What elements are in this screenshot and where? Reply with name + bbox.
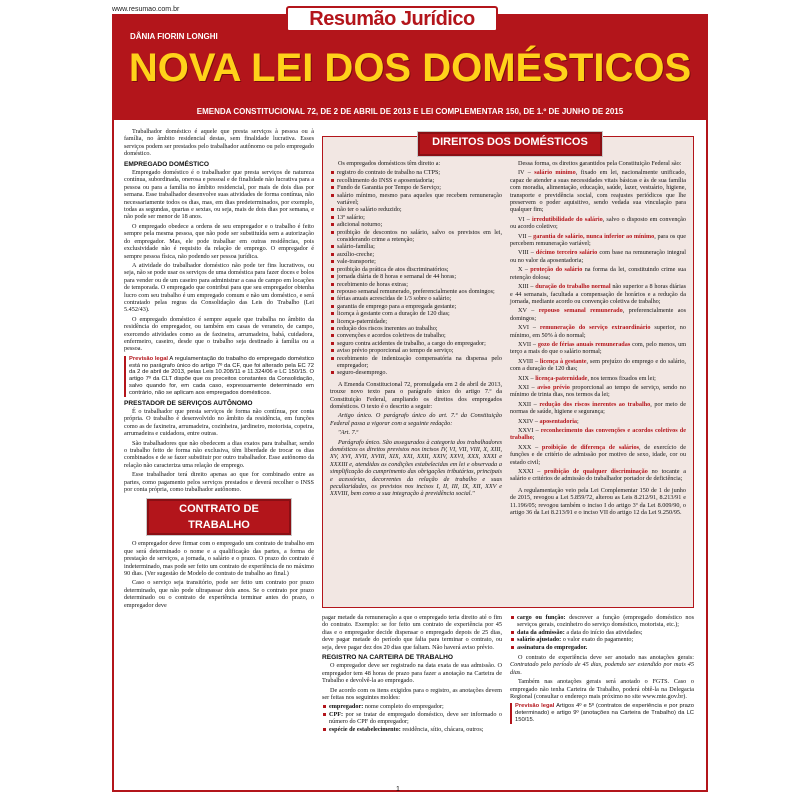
paragraph: A atividade do trabalhador doméstico não pode ter fins lucrativos, ou seja, não se pode usar os serviços de uma doméstica para fazer doces e bolos para vender ou de um caseiro para administrar a casa de campo em locações de temporada. O empregado que contribui para que seu empregador obtenha lucro com seu trabalho é um empregado comum e não um doméstico, e será contratado pelas regras da Consolidação das Leis do Trabalho (Lei 5.452/43).	[124, 261, 314, 314]
constitution-item: VII – garantia de salário, nunca inferior ao mínimo, para os que percebem remuneração variável;	[510, 232, 686, 248]
paragraph: O contrato de experiência deve ser anotado nas anotações gerais: Contratado pelo período de 45 dias, podendo ser estendido por mais 45 dias.	[510, 654, 694, 676]
constitution-item: IV – salário mínimo, fixado em lei, nacionalmente unificado, capaz de atender a suas necessidades vitais básicas e às de sua família com moradia, alimentação, educação, saúde, lazer, vestuário, higiene, transporte e previdência social, com reajustes periódicos que lhe preservem o poder aquisitivo, sendo vedada sua vinculação para qualquer fim;	[510, 169, 687, 214]
registry-list-item: cargo ou função: descrever a função (empregado doméstico nos serviços gerais, cozinheiro do serviço doméstico, motorista, etc.);	[510, 614, 694, 629]
constitution-item: XXI – aviso prévio proporcional ao tempo de serviço, sendo no mínimo de trinta dias, nos termos da lei;	[510, 383, 686, 399]
paragraph: Caso o serviço seja transitório, pode ser feito um contrato por prazo determinado, que não pode ultrapassar dois anos. Se o contrato por prazo determinado ou o contrato de experiência terminar antes do prazo, o empregador deve	[124, 579, 314, 609]
rights-list-item: garantia de emprego para a empregada gestante;	[330, 303, 502, 310]
registry-list-continued	[510, 614, 694, 651]
registry-list-item: empregador: nome completo do empregador;	[322, 703, 502, 710]
brand-logo: Resumão Jurídico	[286, 6, 498, 32]
paragraph: São trabalhadores que não obedecem a dias exatos para trabalhar, sendo o trabalho feito de forma não exclusiva, têm liberdade de trocar os dias combinados e de se fazer substituir por outro trabalhador. Esse autônomo da relação não caracteriza uma relação de emprego.	[124, 439, 314, 469]
rights-list-item: salário mínimo, mesmo para aqueles que recebem remuneração variável;	[330, 192, 502, 207]
registry-list-item: data da admissão: a data do início das atividades;	[510, 629, 694, 636]
rights-list-item: Fundo de Garantia por Tempo de Serviço;	[330, 184, 502, 191]
constitution-item: XV – repouso semanal remunerado, preferencialmente aos domingos;	[510, 307, 687, 322]
rights-list-item: adicional noturno;	[330, 221, 502, 228]
registry-list-item: salário ajustado: o valor exato do pagamento;	[510, 636, 694, 643]
rights-column-right	[510, 160, 686, 518]
constitution-item: X – proteção do salário na forma da lei, constituindo crime sua retenção dolosa;	[510, 266, 686, 281]
constitution-item: VIII – décimo terceiro salário com base na remuneração integral ou no valor da aposentadoria;	[510, 249, 686, 264]
rights-list-item: salário-família;	[330, 243, 502, 250]
rights-list	[330, 169, 502, 376]
rights-list-item: repouso semanal remunerado, preferencialmente aos domingos;	[330, 288, 502, 295]
page-number: 1	[396, 786, 400, 793]
registry-list-item: espécie de estabelecimento: residência, sítio, chácara, outros;	[322, 726, 502, 733]
paragraph: Dessa forma, os direitos garantidos pela Constituição Federal são:	[518, 160, 682, 167]
constitution-item: XXVI – reconhecimento das convenções e acordos coletivos de trabalho;	[510, 427, 686, 442]
paragraph: A Emenda Constitucional 72, promulgada em 2 de abril de 2013, trouxe novo texto para o parágrafo único do artigo 7.º da Constituição Federal, ampliando os direitos dos empregados domésticos. O texto é o descrito a seguir:	[330, 380, 502, 410]
site-url: www.resumao.com.br	[112, 6, 180, 13]
rights-list-item: seguro contra acidentes de trabalho, a cargo do empregador;	[330, 340, 502, 347]
rights-list-item: seguro-desemprego.	[330, 369, 502, 376]
registry-list-item: CPF: por se tratar de empregado doméstico, deve ser informado o número do CPF do empregador;	[322, 711, 502, 726]
rights-list-item: não ter o salário reduzido;	[330, 206, 502, 213]
paragraph: Artigo único. O parágrafo único do art. 7.º da Constituição Federal passa a vigorar com a seguinte redação:	[330, 412, 502, 427]
constitution-items	[510, 169, 686, 482]
constitution-item: XVI – remuneração do serviço extraordinário superior, no mínimo, em 50% à do normal;	[510, 324, 686, 339]
author-name: DÂNIA FIORIN LONGHI	[130, 32, 218, 41]
section-heading: REGISTRO NA CARTEIRA DE TRABALHO	[322, 654, 454, 662]
rights-list-item: aviso prévio proporcional ao tempo de serviço;	[330, 347, 502, 354]
constitution-item: XXXI – proibição de qualquer discriminação no tocante a salário e critérios de admissão do trabalhador portador de deficiência;	[510, 468, 686, 483]
constitution-item: XVII – gozo de férias anuais remuneradas com, pelo menos, um terço a mais do que o salário normal;	[510, 340, 687, 356]
paragraph: pagar metade da remuneração a que o empregado teria direito até o fim do contrato. Exemplo: se for feito um contrato de experiência por 45 dias e o empregador decide dispensar o empregado depois de 25 dias, deve pagar metade do período que falta para terminar o contrato, ou seja, deve pagar dez dos 20 dias que faltam. Não haverá aviso prévio.	[322, 614, 502, 651]
rights-list-item: vale-transporte;	[330, 258, 502, 265]
constitution-item: XIX – licença-paternidade, nos termos fixados em lei;	[518, 374, 656, 382]
rights-list-item: recebimento de indenização compensatória na dispensa pelo empregador;	[330, 355, 502, 370]
rights-list-item: recolhimento do INSS e aposentadoria;	[330, 177, 502, 184]
paragraph: O empregado obedece a ordens de seu empregador e o trabalho é feito sempre pela mesma pessoa, que não pode ser substituída sem a autorização do empregador. Mas, ele pode trabalhar em outras residências, pois exclusividade não é requisito da relação de emprego. O empregador é sempre pessoa física, não podendo ser pessoa jurídica.	[124, 222, 314, 260]
page-title: NOVA LEI DOS DOMÉSTICOS	[128, 46, 692, 90]
legal-note	[510, 703, 694, 723]
registry-list	[322, 703, 502, 733]
legal-note	[124, 356, 314, 397]
constitution-item: XVIII – licença à gestante, sem prejuízo do emprego e do salário, com a duração de 120 dias;	[510, 357, 686, 373]
paragraph: O empregador deve firmar com o empregado um contrato de trabalho em que será determinado o nome e a qualificação das partes, a forma de prestação de serviços, a jornada, o salário e o prazo. O prazo do contrato é indeterminado, mas pode ser feito um contrato de experiência de no máximo 90 dias. (Ver sugestão de Modelo de contrato de trabalho ao final.)	[124, 540, 314, 578]
rights-list-item: licença-paternidade;	[330, 318, 502, 325]
section-heading: EMPREGADO DOMÉSTICO	[124, 160, 209, 168]
paragraph: Parágrafo único. São assegurados à categoria dos trabalhadores domésticos os direitos previstos nos incisos IV, VI, VII, VIII, X, XIII, XV, XVI, XVII, XVIII, XIX, XXI, XXII, XXIV, XXVI, XXX, XXXI e XXXIII e, atendidas as condições estabelecidas em lei e observada a simplificação do cumprimento das obrigações tributárias, principais e acessórias, decorrentes da relação de trabalho e suas peculiaridades, os previstos nos incisos I, II, III, IX, XII, XXV e XXVIII, bem como a sua integração à previdência social."	[330, 438, 502, 498]
column-middle	[322, 614, 502, 733]
paragraph: Esse trabalhador terá direito apenas ao que for combinado entre as partes, como pagamento pelos serviços prestados e deverá recolher o INSS por conta própria, como trabalhador autônomo.	[124, 471, 314, 494]
rights-title: DIREITOS DOS DOMÉSTICOS	[418, 132, 602, 156]
rights-list-item: convenções e acordos coletivos de trabalho;	[330, 332, 502, 339]
rights-list-item: auxílio-creche;	[330, 251, 502, 258]
constitution-item: VI – irredutibilidade do salário, salvo o disposto em convenção ou acordo coletivo;	[510, 215, 687, 231]
intro-paragraph: Trabalhador doméstico é aquele que presta serviços à pessoa ou à família, no âmbito residencial destas, sem finalidade lucrativa. Esses serviços podem ser prestados pelo trabalhador autônomo ou pelo empregado doméstico.	[124, 128, 314, 158]
rights-list-item: redução dos riscos inerentes ao trabalho;	[330, 325, 502, 332]
rights-list-item: recebimento de horas extras;	[330, 281, 502, 288]
paragraph: É o trabalhador que presta serviços de forma não contínua, por conta própria. O trabalho é desenvolvido no âmbito da residência, em funções como as de faxineira, arrumadeira, cozinheira, jardineiro, motorista, copeira, arrumadeira e cuidadora, entre outras.	[124, 407, 314, 438]
paragraph: A regulamentação veio pela Lei Complementar 150 de 1 de junho de 2015, revogou a Lei 5.859/72, alterou as Leis 8.212/91, 8.213/91 e 11.196/05; revogou também o inciso I do artigo 3º da Lei 8.009/90, o artigo 36 da Lei 8.213/91 e o inciso VII do artigo 12 da Lei 9.250/95.	[510, 486, 686, 517]
rights-list-item: 13º salário;	[330, 214, 502, 221]
constitution-item: XXX – proibição de diferença de salários, de exercício de funções e de critério de admissão por motivo de sexo, idade, cor ou estado civil;	[510, 443, 686, 466]
registry-list-item: assinatura do empregador.	[510, 644, 694, 651]
constitution-item: XXIV – aposentadoria;	[518, 417, 579, 425]
section-heading: PRESTADOR DE SERVIÇOS AUTÔNOMO	[124, 399, 253, 407]
rights-list-item: proibição da prática de atos discriminatórios;	[330, 266, 502, 273]
rights-list-item: férias anuais acrescidas de 1/3 sobre o salário;	[330, 295, 502, 302]
rights-column-left	[330, 160, 502, 500]
note-text: Artigos 4º e 5º (contratos de experiência e por prazo determinado) e artigo 9º (anotações na Carteira de Trabalho) da LC 150/15.	[515, 703, 694, 724]
paragraph: De acordo com os itens exigidos para o registro, as anotações devem ser feitas nos seguintes moldes:	[322, 686, 502, 702]
paragraph: Empregado doméstico é o trabalhador que presta serviços de natureza contínua, subordinada, onerosa e pessoal e de finalidade não lucrativa para a pessoa ou para a família no âmbito residencial, por mais de dois dias por semana. Esse trabalhador desenvolve suas atividades de forma contínua, não necessariamente todos os dias, mas, em dias predeterminados, por exemplo, todas as segundas, quartas e sextas, ou seja, mais de dois dias por semana, e não pode ser menor de 18 anos.	[124, 169, 314, 221]
note-label: Previsão legal	[129, 355, 169, 362]
paragraph: O empregado doméstico é sempre aquele que trabalha no âmbito da residência do empregador, ou também em casas de veraneio, de campo, exercendo atividades como as de faxineira, arrumadeira, babá, cuidadora, enfermeiro, caseiro, desde que o trabalho seja destinado à família ou a pessoa.	[124, 315, 314, 353]
page-subtitle: EMENDA CONSTITUCIONAL 72, DE 2 DE ABRIL DE 2013 E LEI COMPLEMENTAR 150, DE 1.º DE JUNHO DE 2015	[114, 104, 706, 120]
paragraph: "Art. 7.º	[338, 429, 359, 437]
rights-lead: Os empregados domésticos têm direito a:	[338, 160, 441, 167]
column-left	[124, 128, 314, 611]
constitution-item: XIII – duração do trabalho normal não superior a 8 horas diárias e 44 semanais, facultada a compensação de horários e a redução da jornada, mediante acordo ou convenção coletiva de trabalho;	[510, 283, 686, 305]
paragraph: Também nas anotações gerais será anotado o FGTS. Caso o empregado não tenha Carteira de Trabalho, poderá obtê-la na Delegacia Regional (consultar o endereço mais próximo no site www.mte.gov.br).	[510, 678, 694, 701]
column-right	[510, 614, 694, 727]
rights-list-item: licença à gestante com a duração de 120 dias;	[330, 310, 502, 317]
paragraph: O empregador deve ser registrado na data exata de sua admissão. O empregador tem 48 horas de prazo para fazer a anotação na Carteira de Trabalho e devolvê-la ao empregado.	[322, 662, 502, 685]
note-text: A regulamentação do trabalho do empregado doméstico está no parágrafo único do artigo 7º da CF, que foi alterado pela EC 72 da 2 de abril de 2013, pelas Leis 10.208/11 e 11.324/06 e LC 150/15. O artigo 7º da CLT dispõe que os preceitos constantes da Consolidação, salvo quando for, em cada caso, expressamente determinado em contrário, não se aplicam aos empregados domésticos.	[129, 355, 315, 396]
rights-list-item: jornada diária de 8 horas e semanal de 44 horas;	[330, 273, 502, 280]
constitution-item: XXII – redução dos riscos inerentes ao trabalho, por meio de normas de saúde, higiene e segurança;	[510, 400, 686, 416]
rights-list-item: proibição de descontos no salário, salvo os previstos em lei, considerando crime a retenção;	[330, 229, 502, 244]
rights-list-item: registro do contrato de trabalho na CTPS;	[330, 169, 502, 176]
section-box-title: CONTRATO DE TRABALHO	[147, 499, 291, 535]
note-label: Previsão legal	[515, 703, 555, 710]
